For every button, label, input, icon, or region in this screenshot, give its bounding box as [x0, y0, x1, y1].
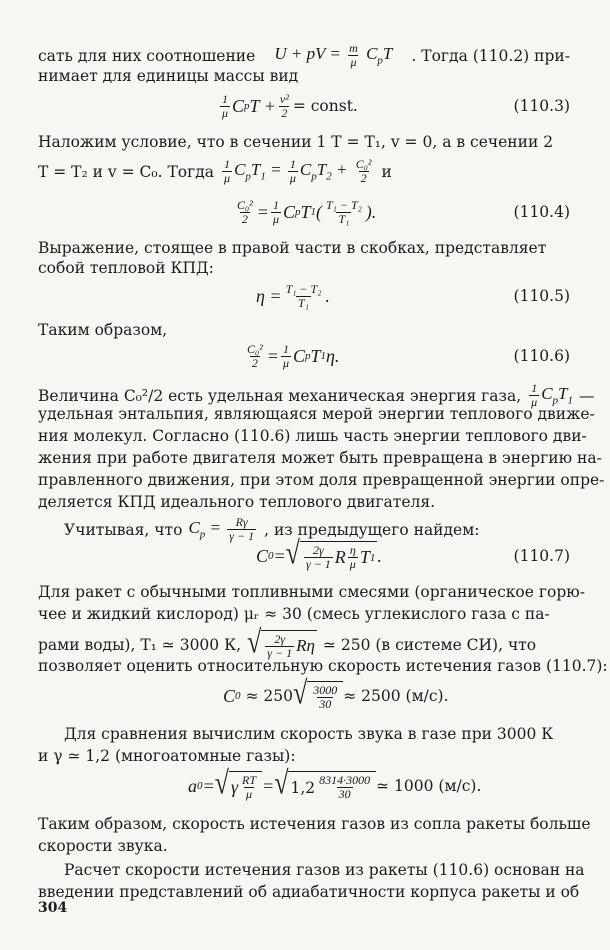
- equation-sound-speed: a 0 = √ γ $\frac{RT}{\mu}$ = √ 1,2 $\frac{8314\cdot 3000}{30}$ ≃ 1000 (м/с).: [188, 765, 482, 802]
- text-line: Для сравнения вычислим скорость звука в газе при 3000 К: [64, 725, 554, 743]
- text-line: [38, 623, 570, 661]
- text-fragment: T = T₂ и v = C₀. Тогда: [38, 163, 215, 182]
- text-line: и γ ≃ 1,2 (многоатомные газы):: [38, 747, 296, 765]
- text-line: собой тепловой КПД:: [38, 259, 214, 277]
- text-line: введении представлений об адиабатичности корпуса ракеты и об: [38, 883, 580, 901]
- text-line: нимает для единицы массы вид: [38, 67, 299, 85]
- inline-formula: √ $\frac{2\gamma}{\gamma - 1}$ Rη: [247, 623, 315, 661]
- text-fragment: и: [381, 163, 392, 182]
- equation-result: ≃ 1000 (м/с).: [376, 777, 482, 795]
- page-number: 304: [38, 900, 68, 916]
- text-line: [38, 158, 570, 186]
- text-fragment: . Тогда (110.2) при-: [411, 47, 570, 66]
- text-line: позволяет оценить относительную скорость истечения газов (110.7):: [38, 657, 608, 675]
- equation-number: (110.7): [513, 547, 570, 565]
- text-fragment: ≃ 250 (в системе СИ), что: [322, 635, 537, 654]
- text-line: удельная энтальпия, являющаяся мерой энергии теплового движе-: [38, 405, 595, 423]
- text-line: Таким образом,: [38, 321, 168, 339]
- inline-formula: $\frac{1}{\mu}$ $C_pT_1$ = $\frac{1}{\mu}$ $C_pT_2$ + $\frac{\text{C₀²}}{2}$: [224, 157, 372, 185]
- equation-110-3: $\frac{1}{\mu}$ C p T + $\frac{\text{v²}}{2}$ = const. (110.3): [38, 86, 570, 126]
- equation-number: (110.5): [513, 287, 570, 305]
- equation-number: (110.6): [513, 347, 570, 365]
- text-line: жения при работе двигателя может быть превращена в энергию на-: [38, 449, 602, 467]
- text-fragment: , из предыдущего найдем:: [264, 521, 480, 540]
- text-line: Таким образом, скорость истечения газов из сопла ракеты больше: [38, 815, 591, 833]
- text-line: скорости звука.: [38, 837, 168, 855]
- text-line: Выражение, стоящее в правой части в скобках, представляет: [38, 239, 547, 257]
- equation-110-4: $\frac{\text{C₀²}}{2}$ = $\frac{1}{\mu}$ C p T 1 ( $\frac{\text{T₁ − T₂}}{\text{T₁}}$ ). (110.4): [38, 192, 570, 232]
- text-line: Для ракет с обычными топливными смесями (органическое горю-: [38, 583, 585, 601]
- text-fragment: —: [579, 387, 595, 406]
- equation-110-6: $\frac{\text{C₀²}}{2}$ = $\frac{1}{\mu}$ C p T 1 η. (110.6): [38, 336, 570, 376]
- text-line: Наложим условие, что в сечении 1 T = T₁, v = 0, а в сечении 2: [38, 133, 554, 151]
- equation-110-7: C 0 = √ $\frac{2\gamma}{\gamma - 1}$ R $\frac{\eta}{\mu}$ T 1 . (110.7): [38, 536, 570, 576]
- equation-c0-estimate: C 0 ≈ 250 √ $\frac{3000}{30}$ ≈ 2500 (м/с).: [223, 675, 449, 712]
- inline-formula: $\frac{1}{\mu}$ $C_pT_1$: [531, 381, 574, 409]
- text-fragment: сать для них соотношение: [38, 47, 256, 66]
- text-fragment: рами воды), T₁ ≃ 3000 К,: [38, 635, 242, 654]
- equation-result: ≈ 2500 (м/с).: [343, 687, 449, 705]
- equation-number: (110.4): [513, 203, 570, 221]
- inline-formula: U + pV = $\frac{m}{\mu}$ $C_pT$: [274, 41, 393, 69]
- text-line: правленного движения, при этом доля превращенной энергии опре-: [38, 471, 605, 489]
- text-line: Расчет скорости истечения газов из ракеты (110.6) основан на: [64, 861, 585, 879]
- text-fragment: Величина C₀²/2 есть удельная механическая энергия газа,: [38, 387, 522, 406]
- text-fragment: Учитывая, что: [64, 521, 183, 540]
- text-line: деляется КПД идеального теплового двигателя.: [38, 493, 436, 511]
- equation-110-5: η = $\frac{\text{T₁ − T₂}}{\text{T₁}}$ . (110.5): [38, 276, 570, 316]
- equation-number: (110.3): [513, 97, 570, 115]
- inline-formula: $C_p$ = $\frac{R\gamma}{\gamma - 1}$: [188, 515, 255, 543]
- text-line: ния молекул. Согласно (110.6) лишь часть энергии теплового дви-: [38, 427, 587, 445]
- text-line: чее и жидкий кислород) μᵣ ≈ 30 (смесь углекислого газа с па-: [38, 605, 550, 623]
